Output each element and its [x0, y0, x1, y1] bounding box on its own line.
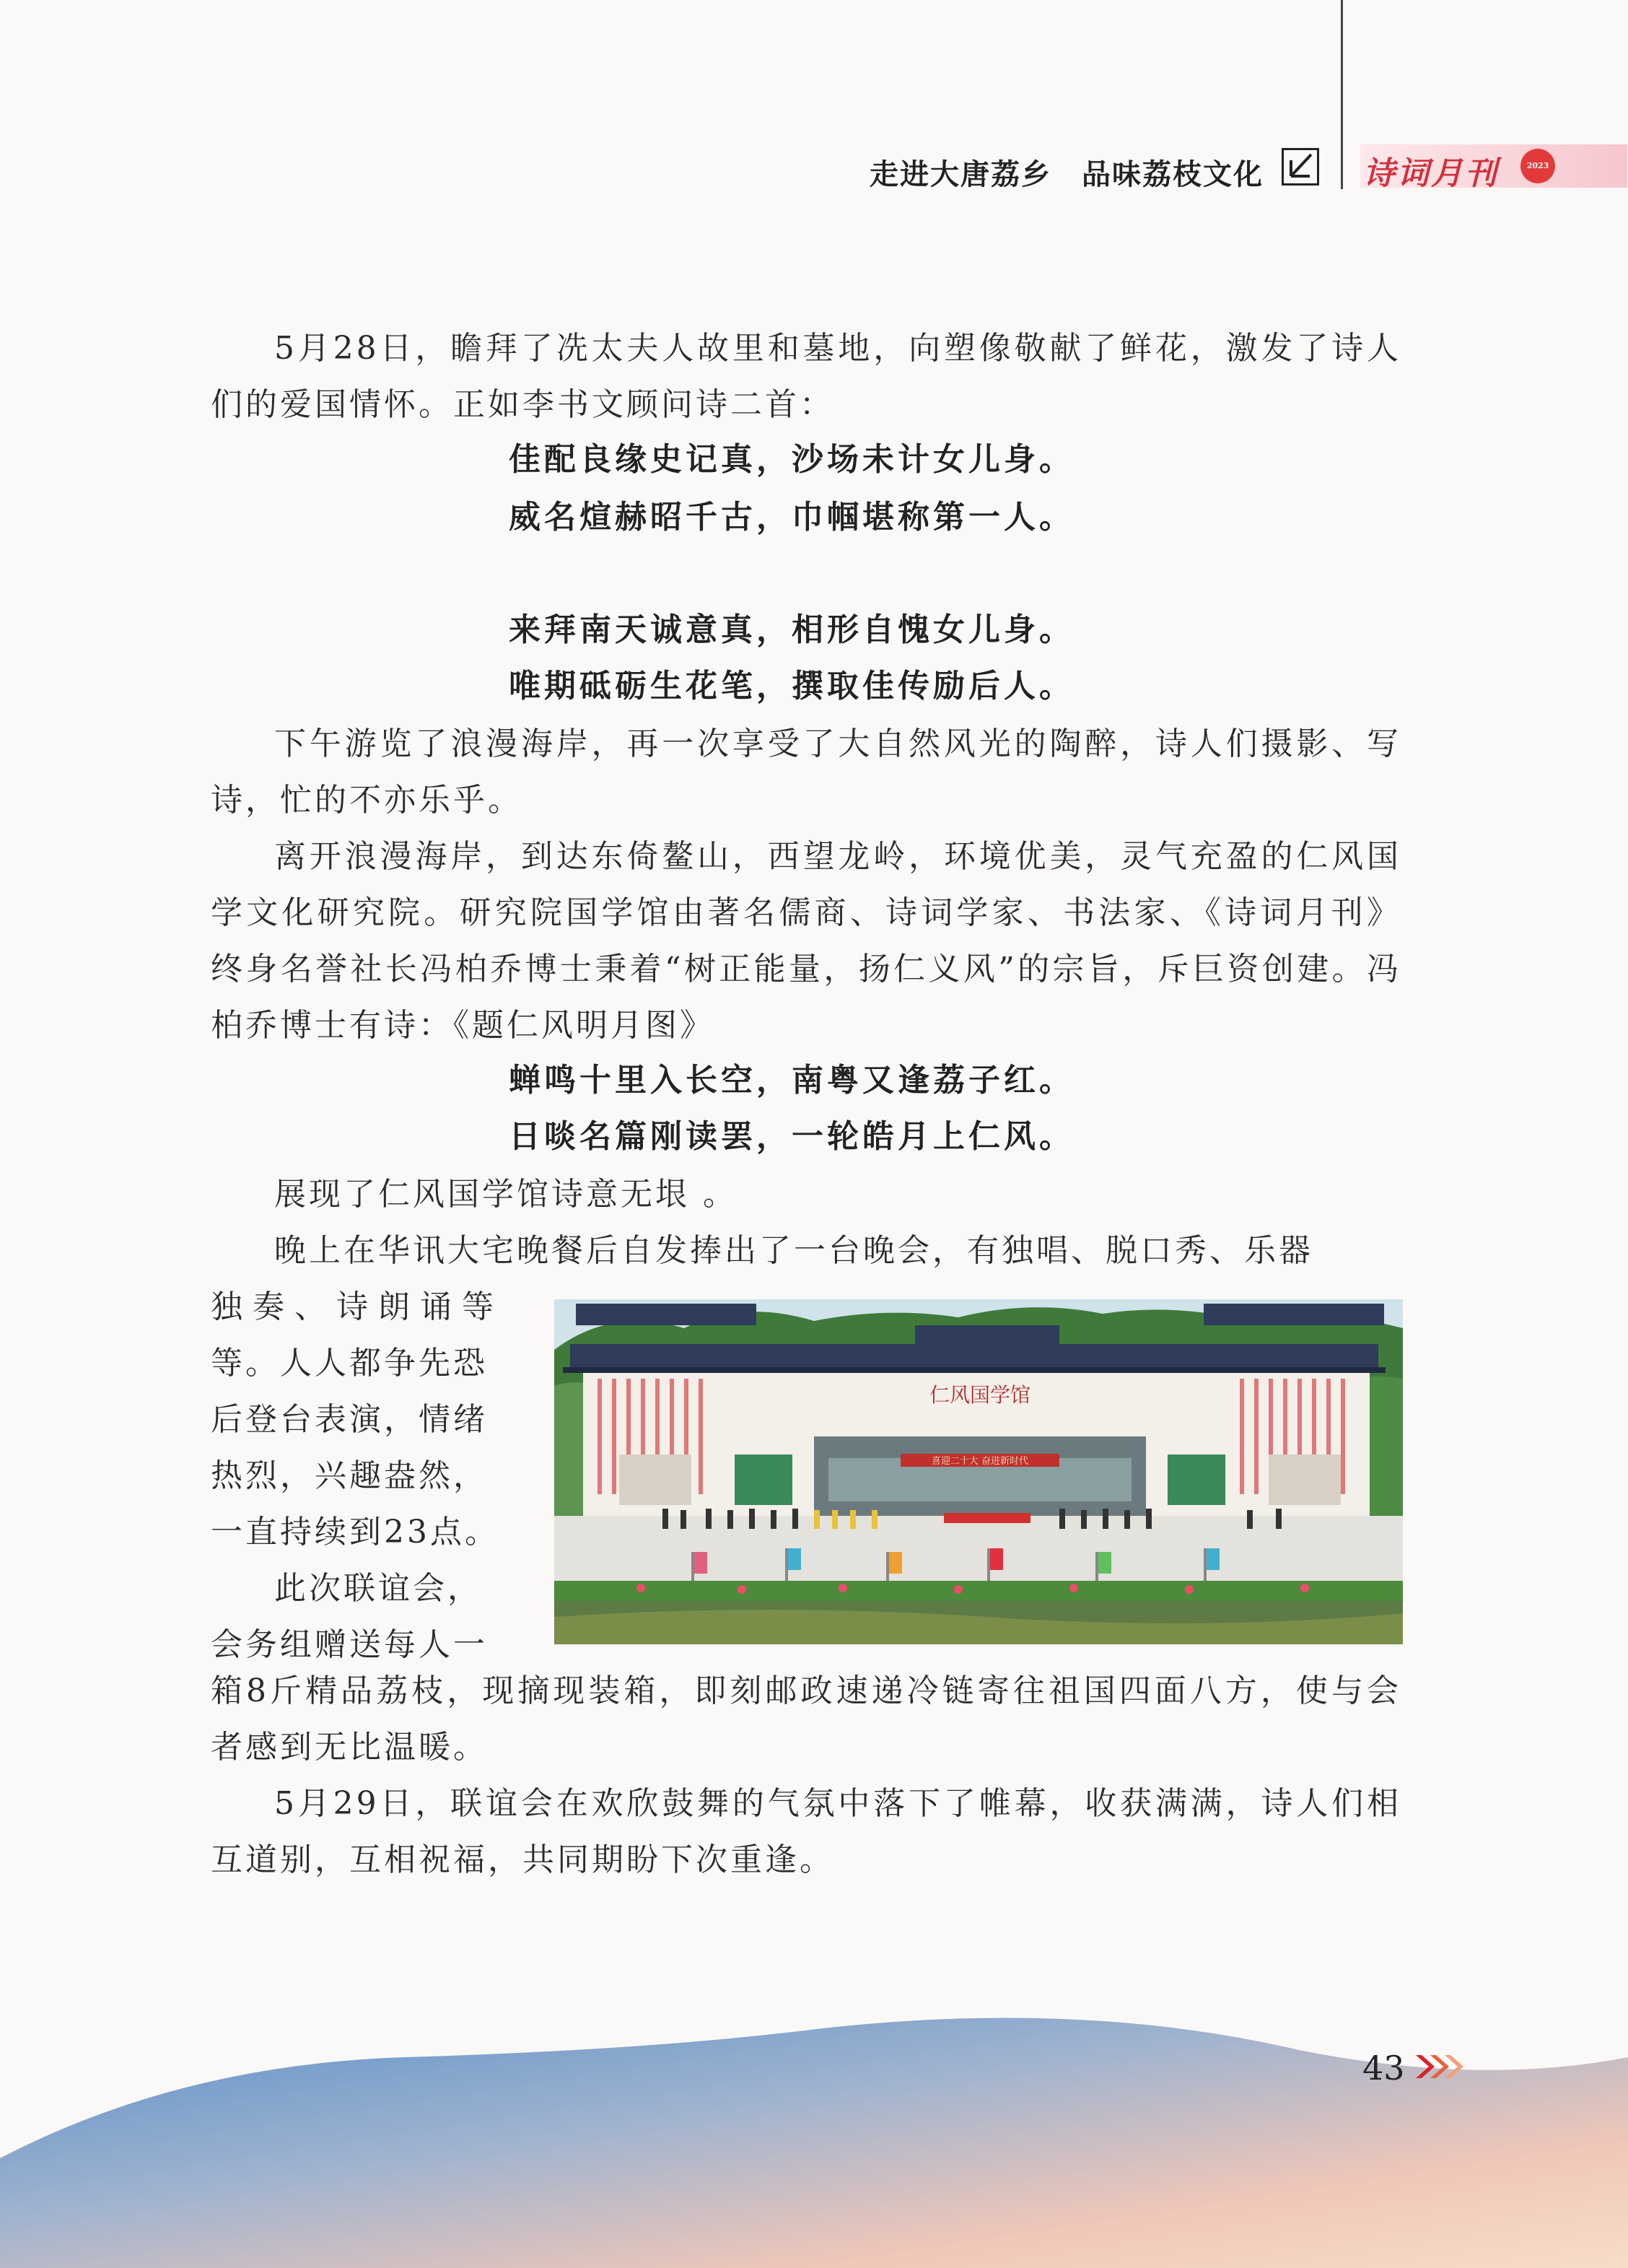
paragraph-6: 箱8斤精品荔枝，现摘现装箱，即刻邮政速递冷链寄往祖国四面八方，使与会者感到无比温暖。 [211, 1672, 1401, 1766]
brand-name: 诗词月刊 [1363, 155, 1499, 192]
wrap-text-1: 独奏、诗朗诵等 等。人人都争先恐 后登台表演，情绪 热烈，兴趣盎然， 一直持续到23点。 此次联谊会， 会务组赠送每人一 [211, 1288, 504, 1663]
verse-line-3: 来拜南天诚意真，相形自愧女儿身。 [509, 611, 1075, 648]
verse-line-4: 唯期砥砺生花笔，撰取佳传励后人。 [509, 668, 1075, 705]
verse-line-2: 威名煊赫昭千古，巾帼堪称第一人。 [509, 499, 1075, 536]
academy-photo [554, 1299, 1403, 1644]
magazine-brand [1360, 144, 1627, 192]
page-number: 43 [1362, 2049, 1405, 2088]
bottom-wave-decoration [0, 2007, 1628, 2268]
paragraph-7: 5月29日，联谊会在欢欣鼓舞的气氛中落下了帷幕，收获满满，诗人们相互道别，互相祝福，共同期盼下次重逢。 [211, 1785, 1401, 1878]
paragraph-3: 离开浪漫海岸，到达东倚鳌山，西望龙岭，环境优美，灵气充盈的仁风国学文化研究院。研究院国学馆由著名儒商、诗词学家、书法家、《诗词月刊》终身名誉社长冯柏乔博士秉着“树正能量，扬仁义风”的宗旨，斥巨资创建。冯柏乔博士有诗：《题仁风明月图》 [211, 838, 1401, 1044]
academy-sign-text: 仁风国学馆 [929, 1383, 1031, 1407]
verse-line-1: 佳配良缘史记真，沙场未计女儿身。 [509, 441, 1075, 478]
paragraph-5: 晚上在华讯大宅晚餐后自发捧出了一台晚会，有独唱、脱口秀、乐器 [274, 1232, 1313, 1269]
verse-line-5: 蝉鸣十里入长空，南粤又逢荔子红。 [509, 1062, 1075, 1099]
paragraph-2: 下午游览了浪漫海岸，再一次享受了大自然风光的陶醉，诗人们摄影、写诗，忙的不亦乐乎。 [211, 725, 1401, 819]
header-divider-line [1341, 0, 1343, 189]
section-title: 走进大唐荔乡 品味荔枝文化 [870, 157, 1264, 191]
anniversary-seal-icon: 2023 [1520, 149, 1555, 183]
corner-arrow-icon [1282, 148, 1319, 186]
chevrons-right-icon [1414, 2052, 1472, 2081]
paragraph-1: 5月28日，瞻拜了冼太夫人故里和墓地，向塑像敬献了鲜花，激发了诗人们的爱国情怀。正如李书文顾问诗二首： [211, 330, 1401, 423]
paragraph-4: 展现了仁风国学馆诗意无垠 。 [274, 1176, 738, 1213]
verse-line-6: 日啖名篇刚读罢，一轮皓月上仁风。 [509, 1118, 1075, 1155]
banner-text: 喜迎二十大 奋进新时代 [931, 1456, 1029, 1467]
